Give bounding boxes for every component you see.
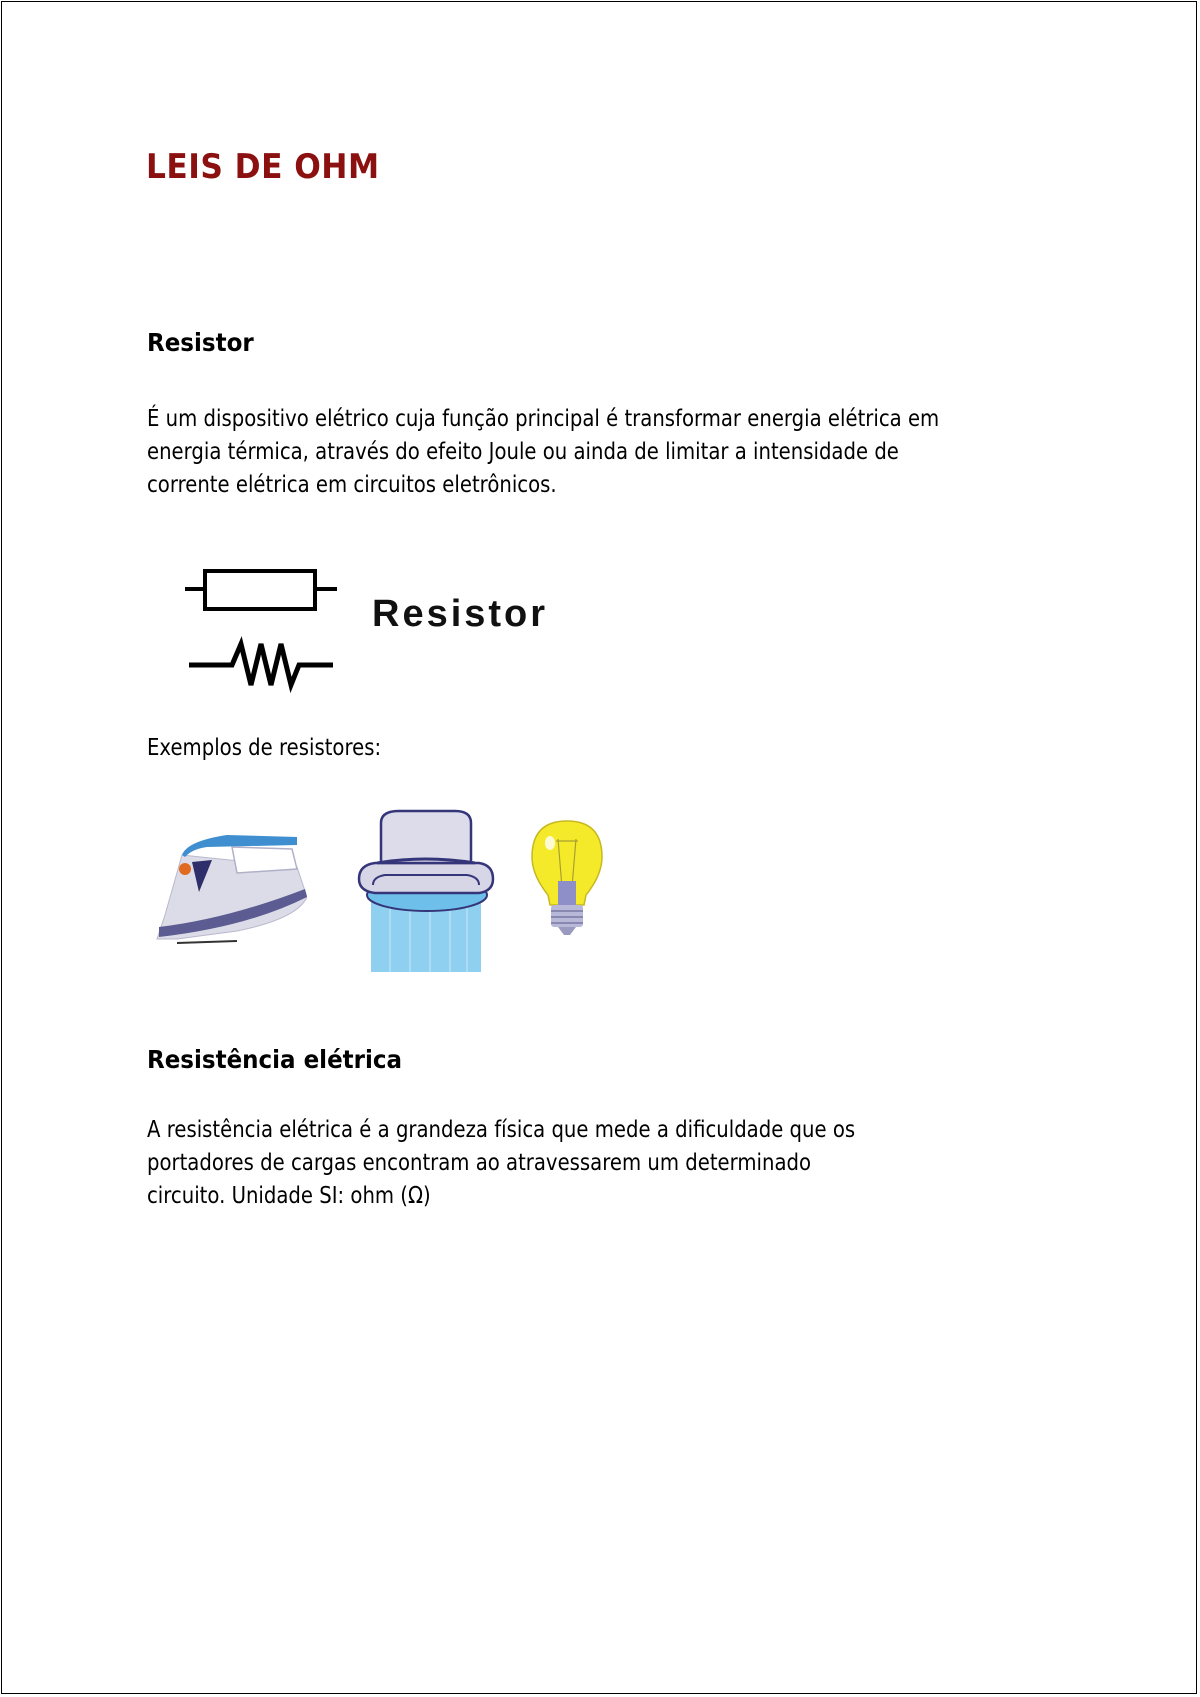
text-line: circuito. Unidade SI: ohm (Ω) — [147, 1183, 431, 1209]
resistor-rectangle-symbol — [185, 571, 337, 609]
examples-label: Exemplos de resistores: — [147, 735, 382, 761]
resistor-examples — [142, 797, 622, 977]
text-line: É um dispositivo elétrico cuja função principal é transformar energia elétrica em — [147, 406, 940, 432]
resistor-figure-label: Resistor — [372, 593, 549, 635]
resistor-zigzag-symbol — [189, 644, 333, 685]
resistor-symbols-figure — [177, 557, 597, 697]
section-heading-resistor: Resistor — [147, 328, 254, 357]
resistor-description — [147, 403, 939, 502]
section-heading-resistencia-eletrica: Resistência elétrica — [147, 1045, 403, 1074]
text-line: corrente elétrica em circuitos eletrônicos. — [147, 472, 557, 498]
clothes-iron-icon — [147, 827, 307, 947]
text-line: A resistência elétrica é a grandeza física que mede a dificuldade que os — [147, 1117, 856, 1143]
shower-head-icon — [355, 807, 495, 972]
page-title: LEIS DE OHM — [146, 147, 380, 187]
resistencia-description — [147, 1114, 855, 1213]
light-bulb-icon — [530, 817, 605, 942]
text-line: portadores de cargas encontram ao atravessarem um determinado — [147, 1150, 812, 1176]
resistor-symbols-graphic — [177, 557, 347, 697]
text-line: energia térmica, através do efeito Joule ou ainda de limitar a intensidade de — [147, 439, 899, 465]
document-page — [1, 1, 1197, 1694]
